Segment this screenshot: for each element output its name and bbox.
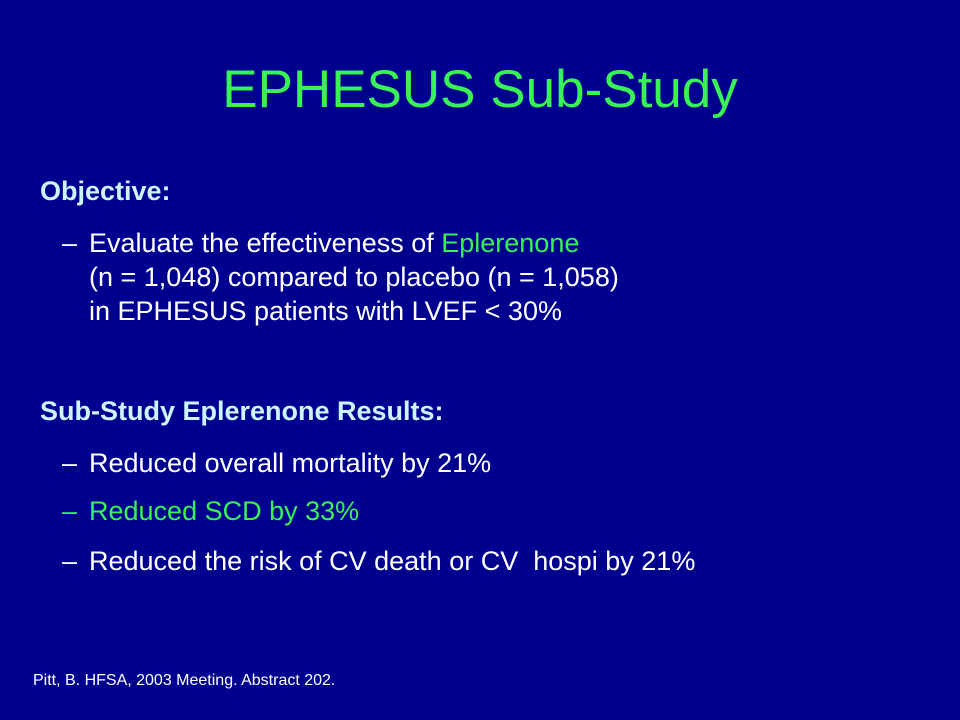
objective-line1-prefix: Evaluate the effectiveness of xyxy=(89,228,442,258)
bullet-dash: – xyxy=(62,228,78,258)
eplerenone-highlight: Eplerenone xyxy=(441,228,580,258)
objective-bullet xyxy=(62,226,619,328)
bullet-dash: – xyxy=(62,496,78,526)
bullet-dash: – xyxy=(62,546,78,576)
result-text: Reduced the risk of CV death or CV hospi by 21% xyxy=(89,546,696,576)
bullet-dash: – xyxy=(62,448,78,478)
results-heading: Sub-Study Eplerenone Results: xyxy=(40,396,444,426)
slide-title: EPHESUS Sub-Study xyxy=(222,60,738,119)
result-item-mortality xyxy=(62,446,491,480)
result-text: Reduced overall mortality by 21% xyxy=(89,448,492,478)
result-item-scd xyxy=(62,494,359,528)
objective-line2: (n = 1,048) compared to placebo (n = 1,058) xyxy=(89,262,619,292)
result-text: Reduced SCD by 33% xyxy=(89,496,360,526)
objective-heading: Objective: xyxy=(40,176,171,206)
result-item-cv xyxy=(62,544,695,578)
citation: Pitt, B. HFSA, 2003 Meeting. Abstract 202. xyxy=(33,672,336,689)
objective-line3: in EPHESUS patients with LVEF < 30% xyxy=(89,296,562,326)
objective-text xyxy=(89,226,619,328)
